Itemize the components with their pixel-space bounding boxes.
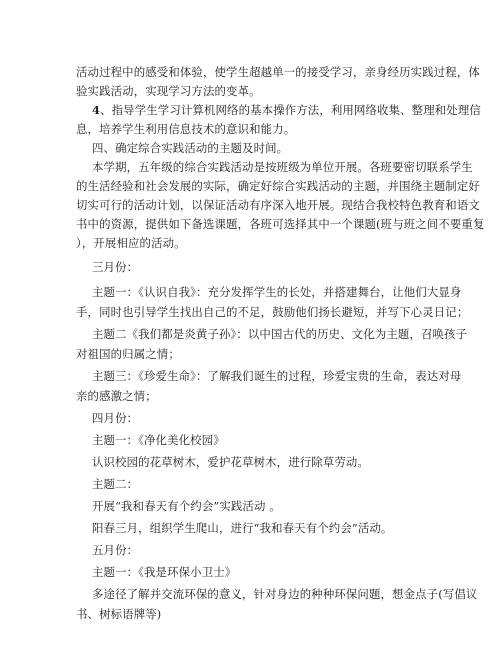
paragraph-line: 的生活经验和社会发展的实际，确定好综合实践活动的主题，并围绕主题制定好: [76, 179, 480, 193]
month-heading-march: 三月份：: [92, 260, 139, 274]
paragraph-line: 切实可行的活动计划，以保证活动有序深入地开展。现结合我校特色教育和语文: [76, 198, 480, 212]
paragraph-line: 主题三：《珍爱生命》：了解我们诞生的过程，珍爱宝贵的生命，表达对母: [92, 369, 462, 383]
paragraph-line: 书、树标语牌等): [76, 607, 162, 621]
paragraph-text: 、指导学生学习计算机网络的基本操作方法，利用网络收集、整理和处理信: [100, 103, 481, 117]
paragraph-line: 多途径了解并交流环保的意义，针对身边的种种环保问题，想金点子(写倡议: [92, 587, 478, 601]
paragraph-line: [92, 103, 481, 117]
topic-title: 主题一：《我是环保小卫士》: [92, 565, 237, 579]
paragraph-line: 亲的感激之情；: [76, 389, 157, 403]
month-heading-may: 五月份：: [92, 543, 139, 557]
paragraph-line: 主题二《我们都是炎黄子孙》：以中国古代的历史、文化为主题，召唤孩子: [92, 327, 468, 341]
paragraph-line: 活动过程中的感受和体验，使学生超越单一的接受学习，亲身经历实践过程，体: [76, 65, 480, 79]
paragraph-line: 书中的资源，提供如下备选课题，各班可选择其中一个课题(班与班之间不要重复: [76, 217, 485, 231]
paragraph-line: 对祖国的归属之情；: [76, 347, 180, 361]
topic-title: 主题二：: [92, 477, 139, 491]
list-number: 4: [92, 103, 101, 117]
paragraph-line: 本学期，五年级的综合实践活动是按班级为单位开展。各班要密切联系学生: [92, 160, 473, 174]
paragraph-line: 验实践活动，实现学习方法的变革。: [76, 84, 261, 98]
paragraph-line: 息，培养学生利用信息技术的意识和能力。: [76, 122, 296, 136]
topic-description: 开展“我和春天有个约会”实践活动 。: [92, 499, 281, 513]
topic-title: 主题一：《净化美化校园》: [92, 433, 225, 447]
topic-description: 认识校园的花草树木，爱护花草树木，进行除草劳动。: [92, 455, 369, 469]
paragraph-line: 主题一：《认识自我》：充分发挥学生的长处，并搭建舞台，让他们大显身: [92, 285, 462, 299]
section-heading: 四、确定综合实践活动的主题及时间。: [92, 141, 289, 155]
month-heading-april: 四月份：: [92, 411, 139, 425]
paragraph-line: ），开展相应的活动。: [76, 236, 186, 250]
topic-description: 阳春三月，组织学生爬山，进行“我和春天有个约会”活动。: [92, 521, 393, 535]
paragraph-line: 手，同时也引导学生找出自己的不足，鼓励他们扬长避短，并写下心灵日记；: [76, 305, 469, 319]
